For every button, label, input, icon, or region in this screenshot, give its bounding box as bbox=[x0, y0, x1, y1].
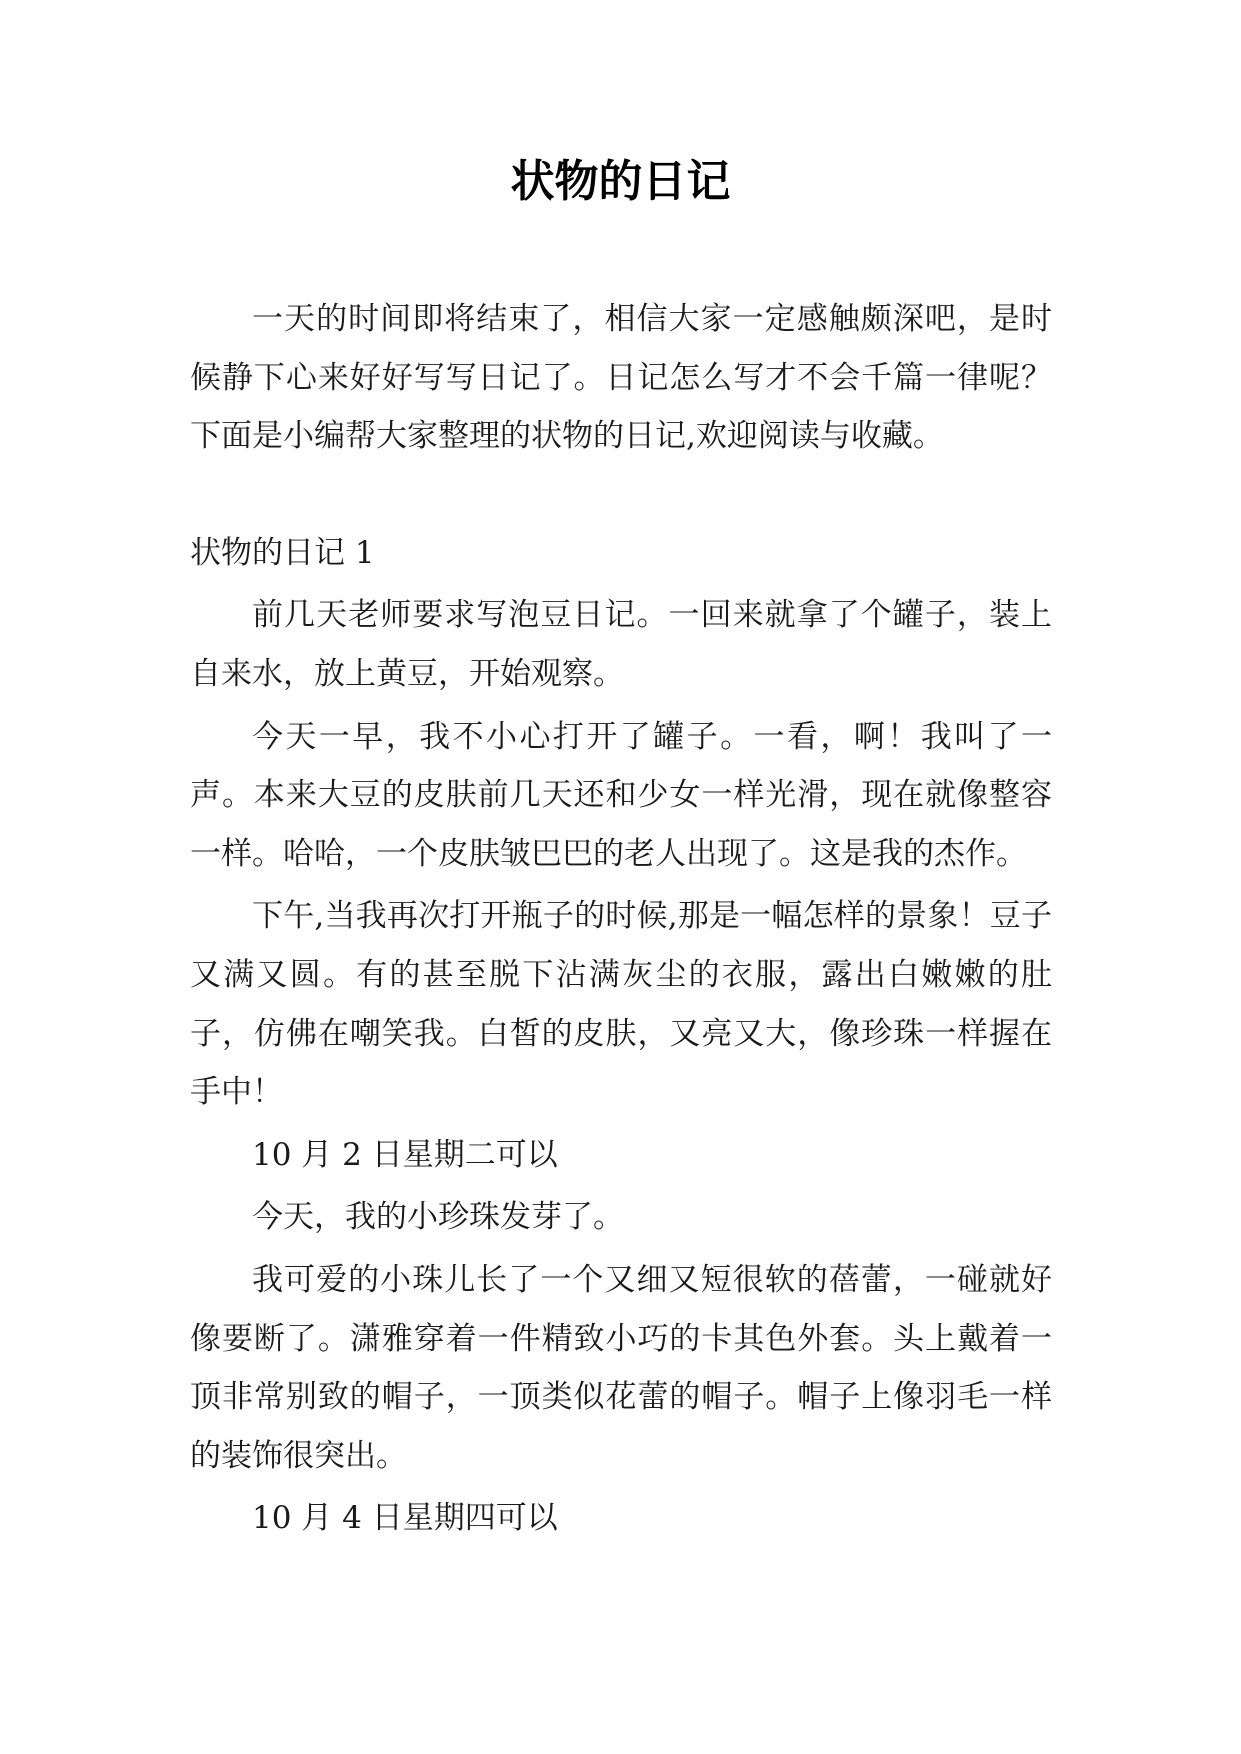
paragraph: 今天一早，我不小心打开了罐子。一看，啊！我叫了一声。本来大豆的皮肤前几天还和少女一样光滑，现在就像整容一样。哈哈，一个皮肤皱巴巴的老人出现了。这是我的杰作。 bbox=[190, 718, 1052, 872]
paragraph: 前几天老师要求写泡豆日记。一回来就拿了个罐子，装上自来水，放上黄豆，开始观察。 bbox=[190, 597, 1052, 692]
paragraph: 我可爱的小珠儿长了一个又细又短很软的蓓蕾，一碰就好像要断了。潇雅穿着一件精致小巧的卡其色外套。头上戴着一顶非常别致的帽子，一顶类似花蕾的帽子。帽子上像羽毛一样的装饰很突出。 bbox=[190, 1261, 1052, 1474]
spacer bbox=[190, 466, 1052, 524]
paragraph: 下午,当我再次打开瓶子的时候,那是一幅怎样的景象！豆子又满又圆。有的甚至脱下沾满灰尘的衣服，露出白嫩嫩的肚子，仿佛在嘲笑我。白皙的皮肤，又亮又大，像珍珠一样握在手中！ bbox=[190, 898, 1052, 1111]
intro-paragraph: 一天的时间即将结束了，相信大家一定感触颇深吧，是时候静下心来好好写写日记了。日记怎么写才不会千篇一律呢？下面是小编帮大家整理的状物的日记,欢迎阅读与收藏。 bbox=[190, 301, 1052, 455]
date-line: 10 月 2 日星期二可以 bbox=[252, 1136, 558, 1173]
paragraph: 今天，我的小珍珠发芽了。 bbox=[252, 1199, 624, 1236]
document-body bbox=[190, 290, 1052, 1548]
document-title: 状物的日记 bbox=[510, 156, 731, 207]
section-heading: 状物的日记 1 bbox=[190, 534, 375, 571]
date-line: 10 月 4 日星期四可以 bbox=[252, 1500, 558, 1537]
